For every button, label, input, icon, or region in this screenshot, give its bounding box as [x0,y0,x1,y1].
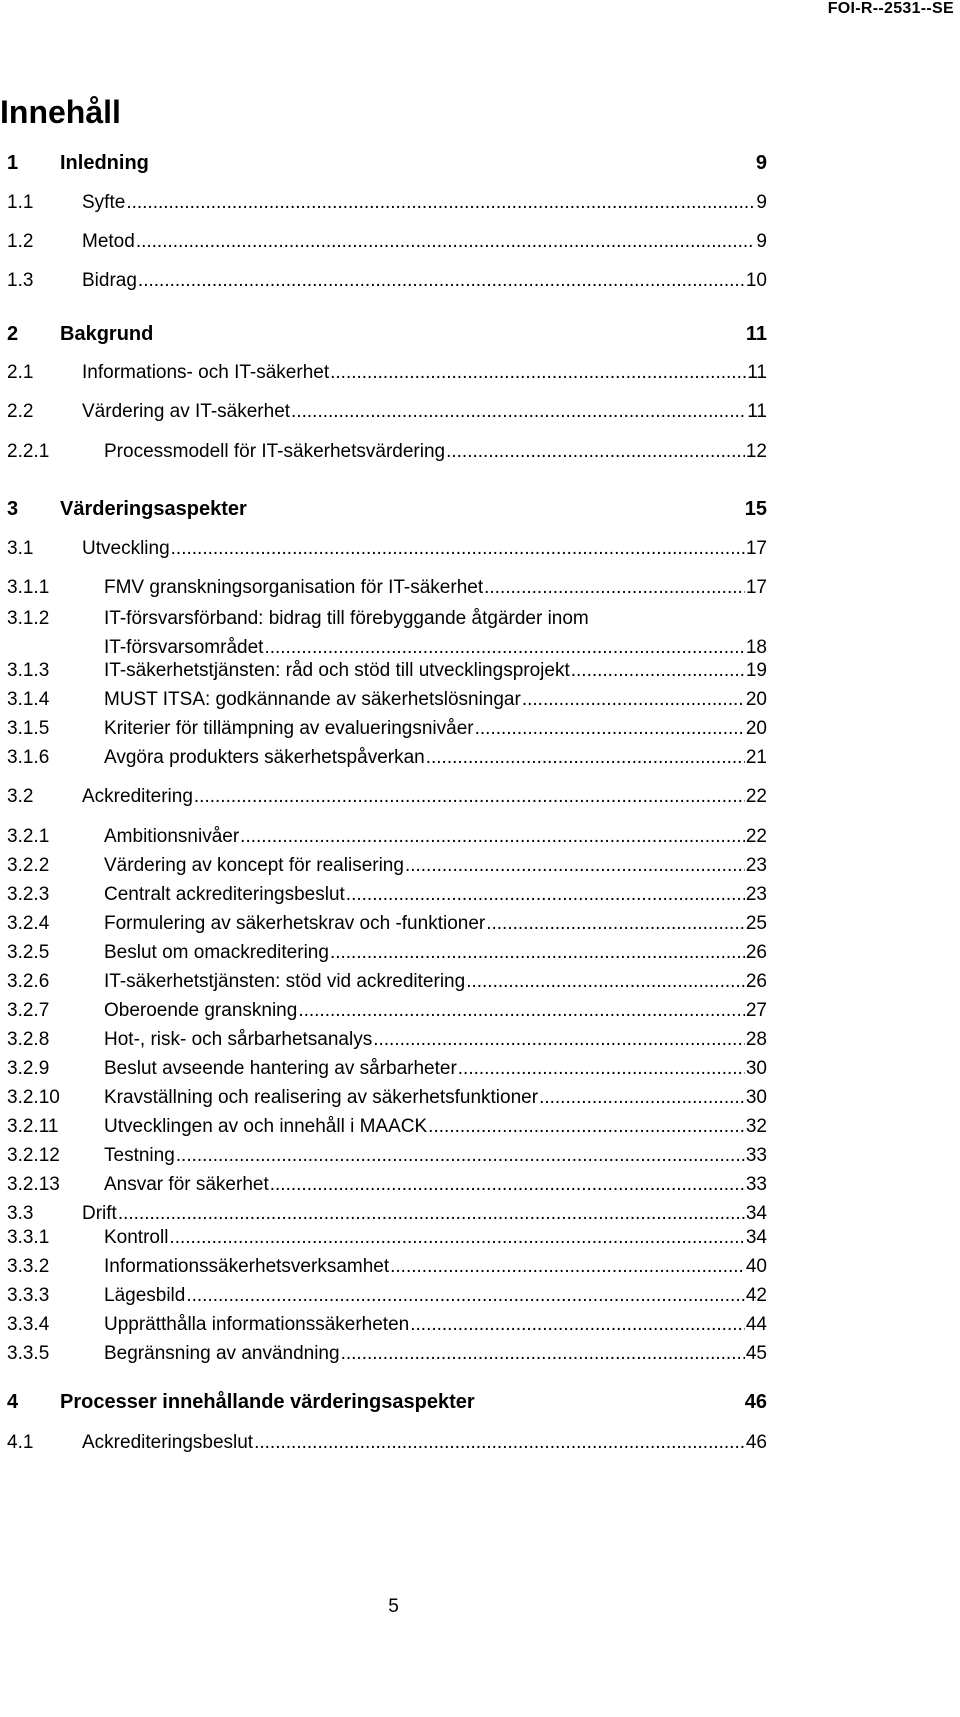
toc-entry-number: 4.1 [7,1432,34,1453]
toc-entry-label: Testning [104,1145,175,1166]
toc-entry-label: MUST ITSA: godkännande av säkerhetslösningar [104,689,521,710]
toc-entry-number: 3.2.4 [7,913,50,934]
toc-entry-page: 17 [745,577,767,598]
toc-entry-label: Processer innehållande värderingsaspekter [60,1391,475,1413]
toc-entry[interactable] [7,538,767,560]
toc-entry[interactable] [7,1285,767,1307]
toc-entry-label: Utvecklingen av och innehåll i MAACK [104,1116,428,1137]
toc-entry-number: 3.1.5 [7,718,50,739]
document-id: FOI-R--2531--SE [827,0,954,17]
toc-entry[interactable] [7,1029,767,1051]
toc-entry-number: 2.2.1 [7,441,50,462]
toc-entry-page: 27 [745,1000,767,1021]
toc-entry-number: 3.2.11 [7,1116,59,1137]
dot-leader [428,1116,745,1138]
toc-entry-label: Oberoende granskning [104,1000,298,1021]
toc-entry-number: 3.3.1 [7,1227,50,1248]
toc-entry-label: Värdering av IT-säkerhet [82,401,291,422]
toc-entry[interactable] [7,942,767,964]
dot-leader [138,270,745,292]
dot-leader [126,192,755,214]
toc-entry-number: 1.3 [7,270,34,291]
dot-leader [194,786,745,808]
toc-entry-page: 28 [745,1029,767,1050]
toc-entry-page: 44 [745,1314,767,1335]
toc-entry-number: 3 [7,498,19,520]
dot-leader [254,1432,745,1454]
toc-entry-label: Metod [82,231,135,252]
dot-leader [410,1314,745,1336]
dot-leader [330,942,745,964]
toc-entry[interactable] [7,1145,767,1167]
toc-entry-number: 3.2.2 [7,855,50,876]
dot-leader [136,231,756,253]
toc-entry-page: 11 [747,401,767,422]
toc-entry-number: 3.2.5 [7,942,50,963]
toc-entry-label: IT-säkerhetstjänsten: råd och stöd till utvecklingsprojekt [104,660,570,681]
toc-entry-label: Värdering av koncept för realisering [104,855,404,876]
toc-entry-number: 3.2.6 [7,971,50,992]
toc-entry[interactable] [7,608,767,668]
dot-leader [118,1203,745,1225]
toc-entry[interactable] [7,231,767,253]
toc-entry[interactable] [7,323,767,346]
page-number: 5 [388,1596,399,1617]
dot-leader [426,747,745,769]
toc-entry-label-continued: IT-försvarsområdet [104,637,264,658]
dot-leader [298,1000,745,1022]
toc-entry-page: 32 [745,1116,767,1137]
toc-entry-number: 3.1.4 [7,689,50,710]
toc-entry[interactable] [7,884,767,906]
dot-leader [169,1227,744,1249]
toc-entry[interactable] [7,786,767,808]
dot-leader [264,637,744,659]
toc-entry-page: 40 [745,1256,767,1277]
toc-entry-label: Bidrag [82,270,137,291]
toc-entry-page: 19 [745,660,767,681]
toc-entry-number: 2.1 [7,362,34,383]
toc-entry-label: Kontroll [104,1227,169,1248]
toc-entry-page: 11 [747,362,767,383]
dot-leader [484,577,745,599]
toc-entry[interactable] [7,441,767,463]
dot-leader [405,855,745,877]
toc-entry[interactable] [7,362,767,384]
toc-entry[interactable] [7,855,767,877]
toc-entry-page: 17 [745,538,767,559]
dot-leader [446,441,745,463]
toc-entry-page: 18 [745,637,767,658]
toc-entry-number: 3.1 [7,538,34,559]
toc-entry-number: 4 [7,1391,19,1413]
toc-entry-label: Upprätthålla informationssäkerheten [104,1314,410,1335]
toc-entry[interactable] [7,660,767,682]
toc-entry-number: 3.2.10 [7,1087,60,1108]
toc-entry-label: Ackreditering [82,786,193,807]
dot-leader [341,1343,745,1365]
toc-entry[interactable] [7,689,767,711]
toc-entry[interactable] [7,1058,767,1080]
toc-entry-number: 3.1.6 [7,747,50,768]
dot-leader [346,884,745,906]
dot-leader [176,1145,745,1167]
toc-entry-page: 34 [745,1203,767,1224]
toc-entry-label: Informationssäkerhetsverksamhet [104,1256,390,1277]
dot-leader [486,913,745,935]
toc-entry-number: 3.3.2 [7,1256,50,1277]
dot-leader [270,1174,745,1196]
toc-entry[interactable] [7,1256,767,1278]
toc-entry-number: 3.1.3 [7,660,50,681]
toc-entry-number: 3.3.3 [7,1285,50,1306]
toc-entry-label: FMV granskningsorganisation för IT-säkerhet [104,577,484,598]
toc-entry[interactable] [7,1227,767,1249]
toc-entry-label: Inledning [60,152,149,174]
toc-entry-number: 3.3.5 [7,1343,50,1364]
toc-entry-label: Värderingsaspekter [60,498,247,520]
toc-entry-label: IT-säkerhetstjänsten: stöd vid ackreditering [104,971,466,992]
toc-entry-page: 26 [745,971,767,992]
toc-entry-number: 3.2.3 [7,884,50,905]
toc-entry-number: 3.1.1 [7,577,50,598]
toc-entry-page: 26 [745,942,767,963]
toc-entry-page: 25 [745,913,767,934]
toc-entry-label: Formulering av säkerhetskrav och -funktioner [104,913,486,934]
dot-leader [330,362,746,384]
toc-entry-label: Hot-, risk- och sårbarhetsanalys [104,1029,373,1050]
toc-entry-label: Informations- och IT-säkerhet [82,362,330,383]
dot-leader [466,971,745,993]
toc-entry[interactable] [7,577,767,599]
toc-entry-number: 3.2.8 [7,1029,50,1050]
toc-entry[interactable] [7,1174,767,1196]
toc-entry-label: Bakgrund [60,323,154,345]
toc-entry[interactable] [7,1391,767,1414]
toc-entry-page: 20 [745,718,767,739]
toc-entry[interactable] [7,1116,767,1138]
toc-entry-page: 9 [755,152,767,174]
toc-entry-number: 3.3.4 [7,1314,50,1335]
toc-entry-page: 9 [756,192,767,213]
dot-leader [522,689,745,711]
toc-entry-label: Beslut om omackreditering [104,942,329,963]
dot-leader [390,1256,745,1278]
dot-leader [171,538,745,560]
toc-entry-page: 30 [745,1058,767,1079]
toc-entry-page: 12 [745,441,767,462]
toc-entry[interactable] [7,1000,767,1022]
toc-entry-number: 2.2 [7,401,34,422]
dot-leader [539,1087,745,1109]
toc-entry-label: Centralt ackrediteringsbeslut [104,884,345,905]
toc-entry-page: 11 [745,323,767,345]
toc-entry-label: Beslut avseende hantering av sårbarheter [104,1058,457,1079]
toc-entry-label: Ackrediteringsbeslut [82,1432,254,1453]
toc-entry-number: 1.2 [7,231,34,252]
dot-leader [373,1029,745,1051]
toc-entry-page: 46 [744,1391,767,1413]
toc-entry-number: 1 [7,152,19,174]
toc-entry-number: 3.2 [7,786,34,807]
toc-entry-label: Ambitionsnivåer [104,826,240,847]
toc-entry-label: IT-försvarsförband: bidrag till förebyggande åtgärder inom [104,608,589,629]
toc-entry-number: 3.3 [7,1203,34,1224]
toc-entry-number: 3.2.1 [7,826,50,847]
toc-entry[interactable] [7,152,767,175]
toc-entry-label: Kriterier för tillämpning av evalueringsnivåer [104,718,474,739]
toc-entry[interactable] [7,747,767,769]
toc-entry-page: 9 [756,231,767,252]
toc-entry-page: 30 [745,1087,767,1108]
toc-entry-page: 23 [745,855,767,876]
toc-entry[interactable] [7,1343,767,1365]
toc-entry-page: 20 [745,689,767,710]
toc-entry[interactable] [7,1314,767,1336]
toc-entry-page: 22 [745,826,767,847]
toc-entry-label: Syfte [82,192,126,213]
toc-entry-page: 34 [745,1227,767,1248]
toc-entry-page: 10 [745,270,767,291]
toc-entry[interactable] [7,826,767,848]
toc-entry-label: Begränsning av användning [104,1343,340,1364]
toc-entry[interactable] [7,971,767,993]
toc-entry[interactable] [7,270,767,292]
dot-leader [458,1058,745,1080]
toc-title: Innehåll [0,94,121,130]
toc-entry-page: 23 [745,884,767,905]
toc-entry-page: 33 [745,1174,767,1195]
toc-entry[interactable] [7,1432,767,1454]
toc-entry-number: 3.1.2 [7,608,50,629]
toc-entry-number: 2 [7,323,19,345]
toc-entry-number: 1.1 [7,192,34,213]
toc-entry-label: Drift [82,1203,117,1224]
toc-entry-label: Ansvar för säkerhet [104,1174,269,1195]
toc-entry-page: 21 [745,747,767,768]
toc-entry[interactable] [7,401,767,423]
toc-entry-page: 33 [745,1145,767,1166]
toc-entry-label: Utveckling [82,538,170,559]
toc-entry-label: Lägesbild [104,1285,186,1306]
toc-entry[interactable] [7,913,767,935]
toc-entry[interactable] [7,1203,767,1225]
toc-entry-label: Kravställning och realisering av säkerhetsfunktioner [104,1087,539,1108]
toc-entry-page: 45 [745,1343,767,1364]
dot-leader [475,718,745,740]
toc-entry-page: 22 [745,786,767,807]
dot-leader [291,401,746,423]
toc-entry-number: 3.2.13 [7,1174,60,1195]
toc-entry[interactable] [7,498,767,521]
dot-leader [186,1285,745,1307]
dot-leader [571,660,745,682]
toc-entry[interactable] [7,1087,767,1109]
dot-leader [240,826,745,848]
toc-entry-page: 46 [745,1432,767,1453]
toc-entry-number: 3.2.9 [7,1058,50,1079]
toc-entry[interactable] [7,192,767,214]
toc-entry-page: 15 [744,498,767,520]
toc-entry-number: 3.2.7 [7,1000,50,1021]
toc-entry-label: Avgöra produkters säkerhetspåverkan [104,747,425,768]
toc-entry-number: 3.2.12 [7,1145,60,1166]
toc-entry-label: Processmodell för IT-säkerhetsvärdering [104,441,446,462]
toc-entry-page: 42 [745,1285,767,1306]
toc-entry[interactable] [7,718,767,740]
